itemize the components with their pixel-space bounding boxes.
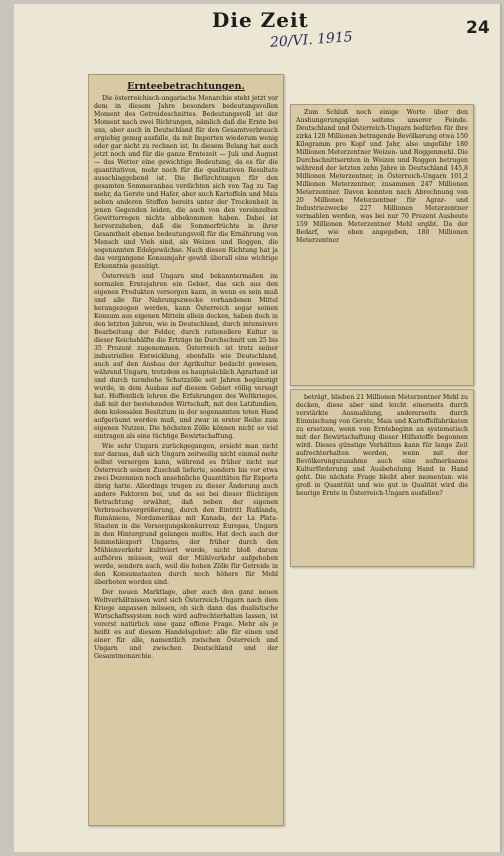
article-headline: Ernteebetrachtungen. xyxy=(127,81,245,92)
article-paragraph: Österreich und Ungarn sind bekanntermaßen im normalen Erntejahren ein Gebiet, das sich aus den eigenen Produkten versorgen kann, in wenn es sein muß und alle für Nahrungszwecke vorhandenen Mittel herangezogen werden, kann Österreich sogar seinen Konsum aus eigenen Mitteln allein decken, haben doch in den letzten Jahren, wie in Deutschland, durch intensivere Bearbeitung der Felder, durch rationellere Kultur in dieser Reichshälfte die Erträge im Durchschnitt um 25 bis 35 Prozent zugenommen. Österreich ist trotz seiner industriellen Entwicklung, ebenfalls wie Deutschland, auch auf den Ausbau der Agrikultur bedacht gewesen, während Ungarn, trotzdem es hauptsächlich Agrarland ist und durch turmhohe Schutzzölle seit Jahren begünstigt wurde, in dem Ausbau auf diesem Gebiet völlig versagt hat. Hoffentlich lehren die Erfahrungen des Weltkrieges, daß mit der bestehenden Wirtschaft, mit den Latifundien, dem kolossalen Besitztum in der sogenannten toten Hand aufgeräumt werden muß, und zwar in erster Reihe zum eigenen Nutzen. Die höchsten Zölle können nicht so viel eintragen als eine tüchtige Bewirtschaftung. xyxy=(94,273,278,440)
article-paragraph: Die österreichisch-ungarische Monarchie steht jetzt vor dem in diesem Jahre besonders bedeutungsvollen Moment des Getreideschnittes. Bedeutungsvoll ist der Moment nach zwei Richtungen, nämlich daß die Ernte bei uns, aber auch in Deutschland für den Gesamtverbrauch ergiebig genug ausfalle, da mit Importen wiederum wenig oder gar nicht zu rechnen ist. In diesem Belang hat auch jetzt noch und für die ganze Erntezeit — Juli und August — das Wetter eine gewichtige Bedeutung, da es für die quantitativen, mehr noch für die qualitativen Resultate ausschlaggebend ist. Die Befürchtungen für den gesamten Sommeranbau verdichten sich von Tag zu Tag mehr, da Gerste und Hafer, aber auch Kartoffeln und Mais neben anderen Stoffen bereits unter der Trockenheit in jenen Gegenden leiden, die auch von den vereinzelten Gewitterregen nichts abbekommen haben. Dabei ist hervorzuheben, daß die Sommerfrüchte in ihrer Gesamtheit ebenso bedeutungsvoll für die Ernährung von Mensch und Vieh sind, als Weizen und Roggen, die sogenannten Edelgewächse. Nach diesen Richtung hat ja das vergangene Konsumjahr gewiß überall eine wichtige Erkenntnis gezeitigt. xyxy=(94,95,278,270)
article-paragraph: beträgt, blieben 21 Millionen Meterzentner Mehl zu decken, diese aber sind leicht einerseits durch verstärkte Ausmahlung, andererseits durch Einmischung von Gerste, Mais und Kartoffelfabrikaten zu ersetzen, wenn von Erntebeginn an systematisch mit der Bewirtschaftung dieser Hilfsstoffe begonnen wird. Dieses günstige Verhältnis kann für lange Zeit aufrechterhalten werden, wenn mit der Bevölkerungszunahme auch eine aufmerksame Kulturförderung und Ausbeholung Hand in Hand geht. Die nächste Frage bleibt aber momentan: wie groß in Quantität und wie gut in Qualität wird die heurige Ernte in Österreich-Ungarn ausfallen? xyxy=(296,394,468,497)
newspaper-masthead: Die Zeit xyxy=(212,8,309,32)
page-number: 24 xyxy=(466,18,490,38)
handwritten-date: 20/VI. 1915 xyxy=(269,29,354,51)
article-clipping-continued-bottom xyxy=(290,389,474,567)
article-clipping-continued-top xyxy=(290,104,474,386)
article-paragraph: Wie sehr Ungarn zurückgegangen, ersieht man nicht nur daraus, daß sich Ungarn zeitweilig nicht einmal mehr selbst versorgen kann, während es früher nicht nur Österreich seinen Zuschuß lieferte, sondern bis vor etwa zwei Dezennien noch ansehnliche Quantitäten für Exporte übrig hatte. Allerdings trugen zu dieser Änderung auch andere Faktoren bei, und da sei bei dieser flüchtigen Betrachtung erwähnt, daß neben der eigenen Verbrauchsvergrößerung, durch den Eintritt Rußlands, Rumäniens, Nordamerikas mit Kanada, der La Plata-Staaten in die Versorgungskonkurrenz Europas, Ungarn in den Hintergrund gelangen mußte. Hat doch auch der feinmehlexport Ungarns, der früher durch den Mühlenverkehr kultiviert wurde, nicht bloß darum aufhören müssen, weil der Mühlverkehr aufgehoben werde, sondern auch, weil die hohen Zölle für Getreide in den Konsumstaaten durch noch höhere für Mehl überboten worden sind. xyxy=(94,443,278,586)
article-paragraph: Zum Schluß noch einige Worte über den Aushungerungsplan seitens unserer Feinde. Deutschland und Österreich-Ungarn bedürfen für ihre zirka 120 Millionen betragende Bevölkerung etwa 150 Kilogramm pro Kopf und Jahr, also ungefähr 180 Millionen Meterzentner Weizen- und Roggenmehl. Die Durchschnittsernten in Weizen und Roggen betrugen während der letzten zehn Jahre in Deutschland 145,8 Millionen Meterzentner, in Österreich-Ungarn 101,2 Millionen Meterzentner, zusammen 247 Millionen Meterzentner. Davon konnten nach Abrechnung von 20 Millionen Meterzentner für Agrar- und Industriezwecke 227 Millionen Meterzentner vermahlen werden, was bei nur 70 Prozent Ausbeute 159 Millionen Meterzentner Mehl ergibt. Da der Bedarf, wie oben angegeben, 180 Millionen Meterzentner xyxy=(296,109,468,244)
article-paragraph: Der neuen Marktlage, aber auch den ganz neuen Weltverhältnissen wird sich Österreich-Ungarn nach dem Kriege anpassen müssen, ob sich dann das dualistische Wirtschaftssystem noch wird aufrechterhalten lassen, ist vorerst natürlich eine ganz offene Frage. Mehr als je heißt es auf diesem Handelsgebiet: alle für einen und einer für alle, namentlich zwischen Österreich und Ungarn und zwischen Deutschland und der Gesamtmonarchie. xyxy=(94,589,278,660)
article-clipping-main xyxy=(88,74,284,826)
